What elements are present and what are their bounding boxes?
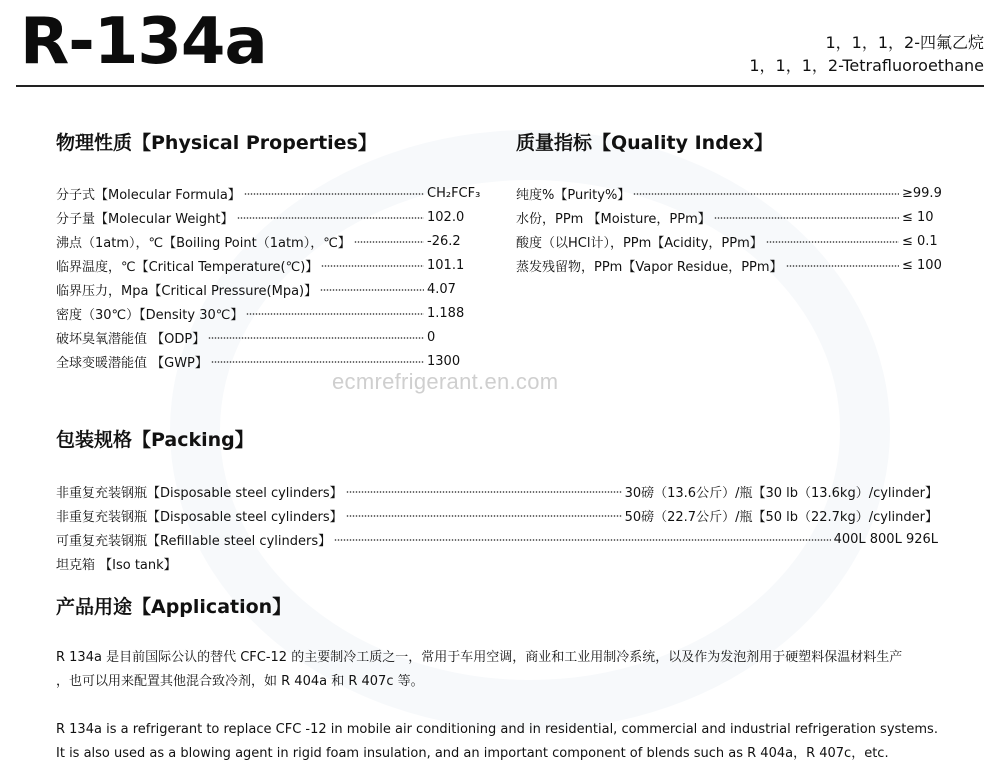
- packing-label: 坦克箱 【Iso tank】: [56, 557, 177, 573]
- leader-dots: [244, 193, 424, 195]
- quality-row: [516, 253, 944, 277]
- application-text-en: [56, 718, 956, 766]
- leader-dots: [786, 265, 899, 267]
- packing-row: [56, 503, 938, 527]
- application-heading: 产品用途【Application】: [56, 596, 292, 618]
- packing-row: [56, 527, 938, 551]
- physical-row: [56, 277, 481, 301]
- application-cn-line: ，也可以用来配置其他混合致冷剂，如 R 404a 和 R 407c 等。: [56, 674, 424, 689]
- packing-label: 非重复充装钢瓶【Disposable steel cylinders】: [56, 509, 343, 525]
- property-label: 分子式【Molecular Formula】: [56, 187, 241, 203]
- leader-dots: [714, 217, 899, 219]
- physical-row: [56, 325, 481, 349]
- packing-value: 400L 800L 926L: [833, 531, 938, 547]
- property-value: 1.188: [427, 305, 465, 321]
- chemical-name-cn: 1，1，1，2-四氟乙烷: [825, 33, 984, 52]
- packing-label: 非重复充装钢瓶【Disposable steel cylinders】: [56, 485, 343, 501]
- physical-properties-heading: 物理性质【Physical Properties】: [56, 132, 377, 154]
- quality-index-heading: 质量指标【Quality Index】: [516, 132, 773, 154]
- application-text-cn: [56, 646, 956, 694]
- property-value: 0: [427, 329, 436, 345]
- watermark-text: ecmrefrigerant.en.com: [332, 369, 559, 394]
- leader-dots: [766, 241, 899, 243]
- property-label: 分子量【Molecular Weight】: [56, 211, 234, 227]
- property-value: 4.07: [427, 281, 456, 297]
- property-value: 101.1: [427, 257, 465, 273]
- leader-dots: [320, 289, 424, 291]
- page-header: [0, 0, 1000, 88]
- property-label: 密度（30℃）【Density 30℃】: [56, 307, 244, 323]
- chemical-name-en: 1，1，1，2-Tetrafluoroethane: [749, 56, 984, 75]
- property-label: 全球变暖潜能值 【GWP】: [56, 355, 208, 371]
- quality-row: [516, 205, 944, 229]
- property-label: 沸点（1atm），℃【Boiling Point（1atm），℃】: [56, 235, 351, 251]
- application-cn-line: R 134a 是目前国际公认的替代 CFC-12 的主要制冷工质之一，常用于车用空调，商业和工业用制冷系统，以及作为发泡剂用于硬塑料保温材料生产: [56, 650, 903, 665]
- quality-value: ≤ 100: [902, 257, 942, 273]
- physical-row: [56, 253, 481, 277]
- leader-dots: [346, 491, 622, 493]
- quality-value: ≥99.9: [902, 185, 942, 201]
- property-label: 临界温度，℃【Critical Temperature(℃)】: [56, 259, 319, 275]
- leader-dots: [321, 265, 424, 267]
- property-label: 破坏臭氧潜能值 【ODP】: [56, 331, 206, 347]
- leader-dots: [354, 241, 424, 243]
- header-divider: [16, 85, 984, 87]
- property-value: 102.0: [427, 209, 465, 225]
- physical-row: [56, 229, 481, 253]
- quality-label: 水份，PPm 【Moisture，PPm】: [516, 211, 711, 227]
- physical-row: [56, 205, 481, 229]
- packing-heading: 包装规格【Packing】: [56, 429, 254, 451]
- quality-row: [516, 229, 944, 253]
- packing-row: [56, 479, 938, 503]
- packing-label: 可重复充装钢瓶【Refillable steel cylinders】: [56, 533, 332, 549]
- physical-row: [56, 301, 481, 325]
- quality-label: 酸度（以HCl计），PPm【Acidity，PPm】: [516, 235, 763, 251]
- quality-value: ≤ 10: [902, 209, 934, 225]
- packing-value: 30磅（13.6公斤）/瓶【30 lb（13.6kg）/cylinder】: [624, 485, 938, 501]
- packing-value: 50磅（22.7公斤）/瓶【50 lb（22.7kg）/cylinder】: [624, 509, 938, 525]
- quality-label: 蒸发残留物，PPm【Vapor Residue，PPm】: [516, 259, 783, 275]
- product-title: R-134a: [20, 5, 267, 79]
- leader-dots: [334, 539, 830, 541]
- leader-dots: [346, 515, 622, 517]
- property-value: -26.2: [427, 233, 461, 249]
- application-en-line: It is also used as a blowing agent in rigid foam insulation, and an important component of blends such as R 404a，R 407c，etc.: [56, 746, 889, 761]
- application-en-line: R 134a is a refrigerant to replace CFC -12 in mobile air conditioning and in residential, commercial and industrial refrigeration systems.: [56, 722, 938, 737]
- leader-dots: [633, 193, 899, 195]
- quality-row: [516, 181, 944, 205]
- physical-row: [56, 181, 481, 205]
- property-label: 临界压力，Mpa【Critical Pressure(Mpa)】: [56, 283, 318, 299]
- property-value: CH₂FCF₃: [427, 185, 481, 201]
- packing-row: [56, 551, 938, 575]
- quality-label: 纯度%【Purity%】: [516, 187, 631, 203]
- leader-dots: [237, 217, 424, 219]
- leader-dots: [211, 361, 424, 363]
- leader-dots: [246, 313, 424, 315]
- quality-value: ≤ 0.1: [902, 233, 938, 249]
- leader-dots: [208, 337, 424, 339]
- property-value: 1300: [427, 353, 461, 369]
